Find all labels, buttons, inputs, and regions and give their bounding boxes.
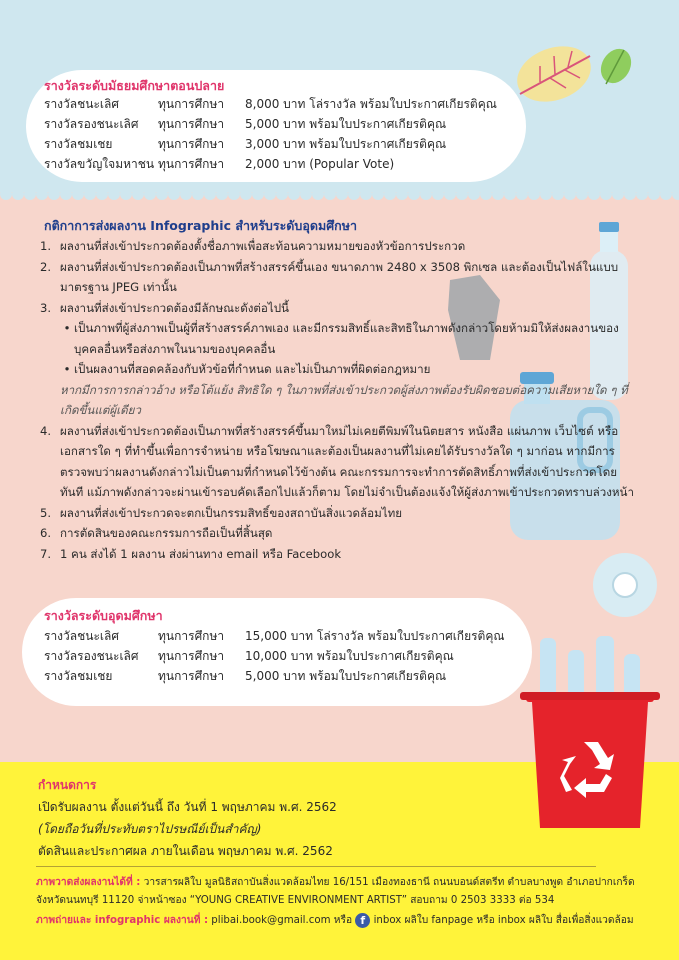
award-row xyxy=(44,626,505,646)
schedule-title: กำหนดการ xyxy=(38,778,97,792)
award-detail: 3,000 บาท พร้อมใบประกาศเกียรติคุณ xyxy=(245,136,447,151)
rule-item xyxy=(40,523,640,544)
award-row xyxy=(44,666,505,686)
rule-item xyxy=(40,544,640,565)
rules-list xyxy=(40,236,640,564)
facebook-icon[interactable]: f xyxy=(355,913,370,928)
schedule-open-date: เปิดรับผลงาน ตั้งแต่วันนี้ ถึง วันที่ 1 พฤษภาคม พ.ศ. 2562 xyxy=(38,800,337,814)
drawing-submission-label: ภาพวาดส่งผลงานได้ที่ : xyxy=(36,877,141,888)
university-awards-title: รางวัลระดับอุดมศึกษา xyxy=(44,608,163,623)
photo-submission xyxy=(36,912,656,930)
secondary-awards-table xyxy=(44,94,497,174)
submission-info xyxy=(36,874,656,930)
award-detail: 8,000 บาท โล่รางวัล พร้อมใบประกาศเกียรติคุณ xyxy=(245,96,497,111)
rule-item xyxy=(40,257,640,298)
rule-text: 1 คน ส่งได้ 1 ผลงาน ส่งผ่านทาง email หรือ Facebook xyxy=(60,546,342,561)
award-name: รางวัลชนะเลิศ xyxy=(44,96,119,111)
rule-number: 2. xyxy=(40,259,52,274)
recycle-bin-icon xyxy=(520,630,660,830)
rule-text: การตัดสินของคณะกรรมการถือเป็นที่สิ้นสุด xyxy=(60,526,273,540)
award-name: รางวัลรองชนะเลิศ xyxy=(44,648,139,663)
rule-item xyxy=(40,236,640,257)
award-type: ทุนการศึกษา xyxy=(158,116,225,131)
rule-number: 1. xyxy=(40,239,52,253)
rule-subitem-text: เป็นผลงานที่สอดคล้องกับหัวข้อที่กำหนด และไม่เป็นภาพที่ผิดต่อกฎหมาย xyxy=(74,362,431,376)
rule-text: ผลงานที่ส่งเข้าประกวดต้องเป็นภาพที่สร้างสรรค์ขึ้นเอง ขนาดภาพ 2480 x 3508 พิกเซล และต้องเป็นไฟล์ในแบบมาตรฐาน JPEG เท่านั้น xyxy=(60,259,619,294)
photo-submission-label: ภาพถ่ายและ infographic ผลงานที่ : xyxy=(36,915,209,926)
rule-text: ผลงานที่ส่งเข้าประกวดต้องมีลักษณะดังต่อไปนี้ xyxy=(60,300,289,315)
award-type: ทุนการศึกษา xyxy=(158,96,225,111)
award-row xyxy=(44,94,497,114)
rule-number: 7. xyxy=(40,546,52,561)
rule-number: 6. xyxy=(40,526,52,540)
rule-text: ผลงานที่ส่งเข้าประกวดจะตกเป็นกรรมสิทธิ์ของสถาบันสิ่งแวดล้อมไทย xyxy=(60,505,403,520)
rule-item xyxy=(40,298,640,319)
schedule-result-date: ตัดสินและประกาศผล ภายในเดือน พฤษภาคม พ.ศ. 2562 xyxy=(38,844,333,858)
award-type: ทุนการศึกษา xyxy=(158,648,225,663)
award-row xyxy=(44,154,497,174)
rule-item xyxy=(40,503,640,524)
rule-text: ผลงานที่ส่งเข้าประกวดต้องตั้งชื่อภาพเพื่อสะท้อนความหมายของหัวข้อการประกวด xyxy=(60,239,466,253)
rule-subitem xyxy=(40,359,640,380)
bullet-icon: • xyxy=(63,321,71,335)
award-detail: 5,000 บาท พร้อมใบประกาศเกียรติคุณ xyxy=(245,668,447,683)
award-name: รางวัลชมเชย xyxy=(44,136,113,151)
rule-number: 5. xyxy=(40,505,52,520)
award-row xyxy=(44,114,497,134)
rule-item xyxy=(40,421,640,503)
award-type: ทุนการศึกษา xyxy=(158,156,225,171)
award-name: รางวัลชนะเลิศ xyxy=(44,628,119,643)
rules-title: กติกาการส่งผลงาน Infographic สำหรับระดับอุดมศึกษา xyxy=(44,218,357,233)
rule-subitem xyxy=(40,318,640,359)
award-detail: 10,000 บาท พร้อมใบประกาศเกียรติคุณ xyxy=(245,648,454,663)
award-type: ทุนการศึกษา xyxy=(158,668,225,683)
leaf-icon xyxy=(510,36,640,116)
drawing-submission xyxy=(36,874,656,910)
award-type: ทุนการศึกษา xyxy=(158,628,225,643)
rule-number: 3. xyxy=(40,300,52,315)
bullet-icon: • xyxy=(63,362,71,376)
award-detail: 15,000 บาท โล่รางวัล พร้อมใบประกาศเกียรติคุณ xyxy=(245,628,505,643)
university-awards-table xyxy=(44,626,505,686)
award-type: ทุนการศึกษา xyxy=(158,136,225,151)
drawing-submission-address: วารสารผลิใบ มูลนิธิสถาบันสิ่งแวดล้อมไทย 16/151 เมืองทองธานี ถนนบอนด์สตรีท ตำบลบางพูด อำเภอปากเกร็ด จังหวัดนนทบุรี 11120 จ่าหน้าซอง “YOUNG CREATIVE ENVIRONMENT ARTIST” สอบถาม 0 2503 3333 ต่อ 534 xyxy=(36,877,635,906)
award-row xyxy=(44,134,497,154)
award-name: รางวัลชมเชย xyxy=(44,668,113,683)
award-detail: 5,000 บาท พร้อมใบประกาศเกียรติคุณ xyxy=(245,116,447,131)
schedule-section xyxy=(38,774,337,862)
rule-subitem-text: เป็นภาพที่ผู้ส่งภาพเป็นผู้ที่สร้างสรรค์ภาพเอง และมีกรรมสิทธิ์และสิทธิในภาพดังกล่าวโดยห้ามมิให้ส่งผลงานของบุคคลอื่นหรือส่งภาพในนามของบุคคลอื่น xyxy=(74,321,619,356)
award-name: รางวัลรองชนะเลิศ xyxy=(44,116,139,131)
award-name: รางวัลขวัญใจมหาชน xyxy=(44,156,155,171)
facebook-inbox-text: inbox ผลิใบ fanpage หรือ inbox ผลิใบ สื่อเพื่อสิ่งแวดล้อม xyxy=(373,915,634,926)
award-row xyxy=(44,646,505,666)
or-text: หรือ xyxy=(333,915,353,926)
divider xyxy=(36,866,596,867)
email-link[interactable]: plibai.book@gmail.com xyxy=(211,915,331,926)
secondary-awards-title: รางวัลระดับมัธยมศึกษาตอนปลาย xyxy=(44,78,225,93)
rule-number: 4. xyxy=(40,423,52,438)
rule-note: หากมีการการกล่าวอ้าง หรือโต้แย้ง สิทธิใด ๆ ในภาพที่ส่งเข้าประกวดผู้ส่งภาพต้องรับผิดชอบต่อความเสียหายใด ๆ ที่เกิดขึ้นแต่ผู้เดียว xyxy=(60,382,628,417)
schedule-postmark-note: (โดยถือวันที่ประทับตราไปรษณีย์เป็นสำคัญ) xyxy=(38,822,262,836)
award-detail: 2,000 บาท (Popular Vote) xyxy=(245,156,395,171)
scallop-edge xyxy=(0,192,679,206)
rule-text: ผลงานที่ส่งเข้าประกวดต้องเป็นภาพที่สร้างสรรค์ขึ้นมาใหม่ไม่เคยตีพิมพ์ในนิตยสาร หนังสือ แผ่นภาพ เว็บไซต์ หรือเอกสารใด ๆ ที่ทำขึ้นเพื่อการจำหน่าย หรือโฆษณาและต้องเป็นผลงานที่ไม่เคยได้รับรางวัลใด ๆ มาก่อน หากมีการตรวจพบว่าผลงานดังกล่าวไม่เป็นตามที่กำหนดไว้ข้างต้น คณะกรรมการจะทำการตัดสิทธิ์ภาพที่ส่งเข้าประกวดโดยทันที แม้ภาพดังกล่าวจะผ่านเข้ารอบคัดเลือกไปแล้วก็ตาม โดยไม่จำเป็นต้องแจ้งให้ผู้ส่งภาพเข้าประกวดทราบล่วงหน้า xyxy=(60,423,634,499)
